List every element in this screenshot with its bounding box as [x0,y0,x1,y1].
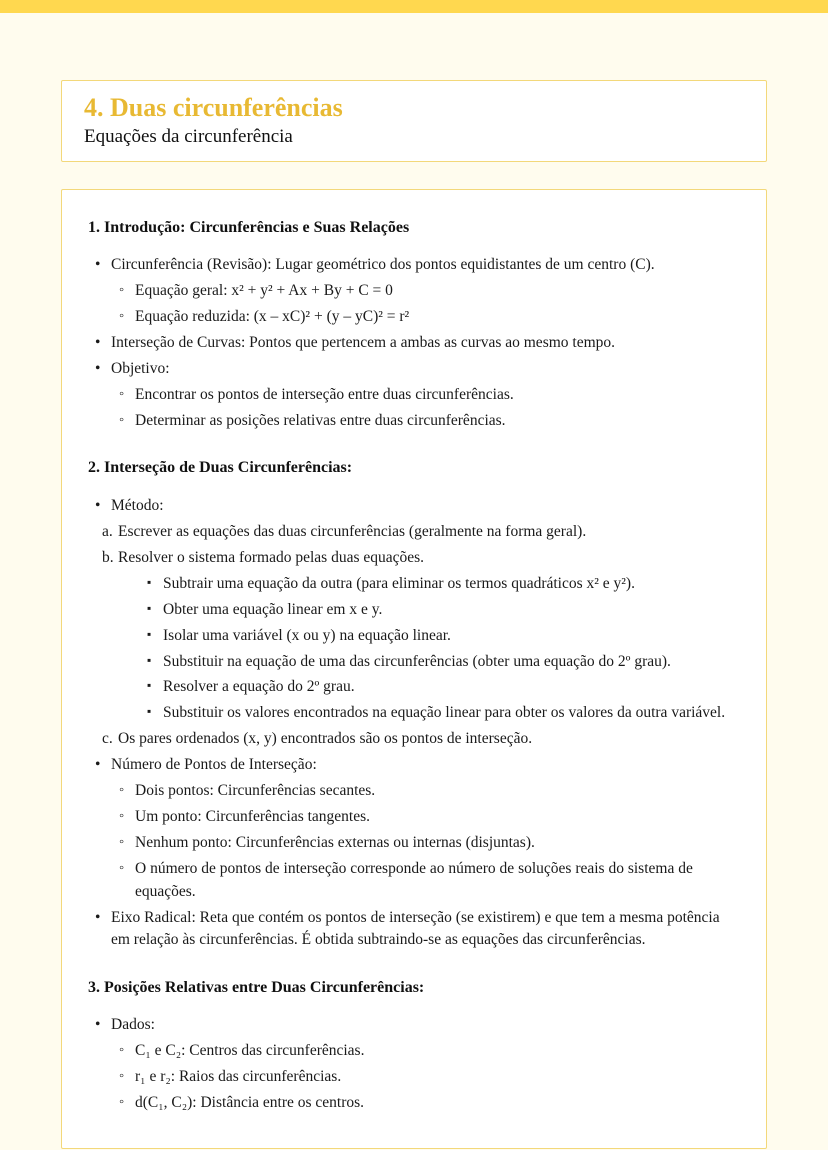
list-item-text: Substituir os valores encontrados na equação linear para obter os valores da outra variável. [163,704,726,722]
list-item-text: Isolar uma variável (x ou y) na equação linear. [163,626,451,644]
section-posicoes-relativas [88,977,740,1115]
list-item-text: d(C₁, C₂): Distância entre os centros. [135,1093,365,1111]
letter-marker: c. [102,730,113,748]
list-item-text: Número de Pontos de Interseção: [111,756,317,774]
list-item [88,495,740,517]
list-item-text: Substituir na equação de uma das circunferências (obter uma equação do 2º grau). [163,652,671,670]
list-item-text: Equação geral: x² + y² + Ax + By + C = 0 [135,282,393,299]
page-subtitle: Equações da circunferência [84,125,293,147]
list-item-text: r₁ e r₂: Raios das circunferências. [135,1067,342,1085]
list-item [88,254,740,276]
list-item [88,306,740,328]
list-item [88,599,740,621]
list-item [88,280,740,302]
square-bullet-icon: ▪ [147,678,152,693]
list-item-text: Resolver a equação do 2º grau. [163,678,355,696]
list-item [88,547,740,569]
list-item-text: O número de pontos de interseção corresponde ao número de soluções reais do sistema de equações. [135,860,693,900]
list-item [88,358,740,380]
section-heading: 2. Interseção de Duas Circunferências: [88,459,353,477]
letter-marker: b. [102,548,114,566]
circle-bullet-icon: ◦ [119,385,125,402]
disc-bullet-icon: • [95,496,101,514]
square-bullet-icon: ▪ [147,652,152,667]
list-item-text: C₁ e C₂: Centros das circunferências. [135,1042,365,1059]
list-item [88,780,740,802]
notes-card [61,189,767,1149]
list-item [88,676,740,698]
section-heading: 3. Posições Relativas entre Duas Circunferências: [88,978,425,996]
title-card [61,80,767,162]
circle-bullet-icon: ◦ [119,1093,125,1110]
list-item [88,728,740,750]
top-accent-bar [0,0,828,13]
circle-bullet-icon: ◦ [119,411,125,428]
list-item [88,651,740,673]
page-title: 4. Duas circunferências [84,93,343,122]
list-item-text: Método: [111,496,164,514]
list-item-text: Os pares ordenados (x, y) encontrados são os pontos de interseção. [118,730,533,748]
circle-bullet-icon: ◦ [119,808,125,825]
list-item [88,410,740,432]
square-bullet-icon: ▪ [147,704,152,719]
list-item [88,384,740,406]
list-item [88,332,740,354]
circle-bullet-icon: ◦ [119,834,125,851]
list-item [88,521,740,543]
disc-bullet-icon: • [95,359,101,377]
list-item-text: Determinar as posições relativas entre duas circunferências. [135,411,506,429]
list-item-text: Obter uma equação linear em x e y. [163,600,383,618]
circle-bullet-icon: ◦ [119,1042,125,1058]
disc-bullet-icon: • [95,1016,101,1034]
list-item [88,806,740,828]
list-item-text: Um ponto: Circunferências tangentes. [135,808,371,826]
disc-bullet-icon: • [95,908,101,926]
list-item [88,907,740,952]
circle-bullet-icon: ◦ [119,1067,125,1084]
disc-bullet-icon: • [95,256,101,274]
list-item-text: Dados: [111,1016,155,1034]
list-item-text: Dois pontos: Circunferências secantes. [135,782,376,800]
list-item [88,858,740,903]
letter-marker: a. [102,522,113,540]
list-item [88,1040,740,1062]
list-item-text: Circunferência (Revisão): Lugar geométrico dos pontos equidistantes de um centro (C). [111,256,655,274]
list-item [88,573,740,595]
list-item-text: Encontrar os pontos de interseção entre duas circunferências. [135,385,514,403]
square-bullet-icon: ▪ [147,574,152,589]
circle-bullet-icon: ◦ [119,307,125,324]
list-item [88,1014,740,1036]
disc-bullet-icon: • [95,756,101,774]
section-heading: 1. Introdução: Circunferências e Suas Relações [88,218,410,236]
circle-bullet-icon: ◦ [119,282,125,298]
disc-bullet-icon: • [95,333,101,351]
square-bullet-icon: ▪ [147,600,152,615]
section-intersecao [88,457,740,951]
circle-bullet-icon: ◦ [119,860,125,877]
section-introducao [88,217,740,433]
square-bullet-icon: ▪ [147,626,152,641]
list-item-text: Nenhum ponto: Circunferências externas ou internas (disjuntas). [135,834,535,852]
list-item-text: Resolver o sistema formado pelas duas equações. [118,548,425,566]
list-item-text: Equação reduzida: (x – xC)² + (y – yC)² = r² [135,307,410,325]
list-item [88,625,740,647]
list-item-text: Escrever as equações das duas circunferências (geralmente na forma geral). [118,522,587,540]
list-item [88,1066,740,1088]
list-item-text: Subtrair uma equação da outra (para eliminar os termos quadráticos x² e y²). [163,574,635,592]
list-item [88,702,740,724]
list-item-text: Objetivo: [111,359,170,377]
list-item [88,754,740,776]
list-item-text: Interseção de Curvas: Pontos que pertencem a ambas as curvas ao mesmo tempo. [111,333,616,351]
list-item [88,832,740,854]
circle-bullet-icon: ◦ [119,782,125,799]
list-item [88,1092,740,1114]
list-item-text: Eixo Radical: Reta que contém os pontos de interseção (se existirem) e que tem a mesma potência em relação às circunferências. É obtida subtraindo-se as equações das circunferências. [111,908,720,949]
